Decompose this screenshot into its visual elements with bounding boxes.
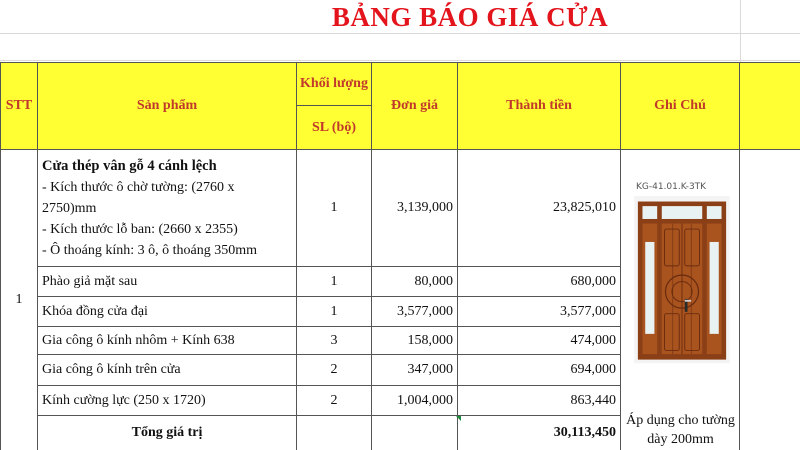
price-cell: 158,000 <box>372 327 458 355</box>
cell-comment-marker <box>456 416 461 421</box>
header-unit-price: Đơn giá <box>372 62 458 150</box>
sum-price-empty <box>372 416 458 450</box>
header-quantity-group: Khối lượng <box>297 62 372 106</box>
price-cell: 80,000 <box>372 267 458 297</box>
header-quantity-unit: SL (bộ) <box>297 106 372 150</box>
note-line: Áp dụng cho tường <box>626 413 735 428</box>
total-cell: 3,577,000 <box>458 297 621 327</box>
price-cell: 1,004,000 <box>372 386 458 416</box>
door-model-label: KG-41.01.K-3TK <box>636 182 707 192</box>
header-total: Thành tiền <box>458 62 621 150</box>
qty-cell: 2 <box>297 355 372 386</box>
qty-cell: 3 <box>297 327 372 355</box>
door-image <box>630 196 734 378</box>
qty-cell: 2 <box>297 386 372 416</box>
qty-cell: 1 <box>297 267 372 297</box>
page-title: BẢNG BÁO GIÁ CỬA <box>331 2 609 32</box>
total-cell: 680,000 <box>458 267 621 297</box>
main-product-cell <box>38 150 297 267</box>
gridline <box>740 0 741 62</box>
main-product-name: Cửa thép vân gỗ 4 cánh lệch <box>42 157 217 174</box>
empty-cell <box>740 150 800 450</box>
spec-line: - Kích thước ô chờ tường: (2760 x 2750)mm <box>42 179 235 216</box>
total-cell: 474,000 <box>458 327 621 355</box>
spec-line: - Kích thước lỗ ban: (2660 x 2355) <box>42 221 238 237</box>
price-cell: 3,577,000 <box>372 297 458 327</box>
gridline <box>0 33 800 34</box>
qty-cell: 1 <box>297 150 372 267</box>
spec-line: - Ô thoáng kính: 3 ô, ô thoáng 350mm <box>42 242 258 258</box>
price-cell: 3,139,000 <box>372 150 458 267</box>
stt-cell: 1 <box>0 150 38 450</box>
sum-total: 30,113,450 <box>458 416 621 450</box>
note-line: dày 200mm <box>647 432 714 447</box>
sum-label: Tổng giá trị <box>38 416 297 450</box>
item-name: Kính cường lực (250 x 1720) <box>38 386 297 416</box>
total-cell: 863,440 <box>458 386 621 416</box>
total-cell: 694,000 <box>458 355 621 386</box>
header-note: Ghi Chú <box>621 62 740 150</box>
price-cell: 347,000 <box>372 355 458 386</box>
qty-cell: 1 <box>297 297 372 327</box>
gridline <box>0 60 800 61</box>
note-text <box>621 411 740 449</box>
item-name: Gia công ô kính nhôm + Kính 638 <box>38 327 297 355</box>
header-product: Sản phẩm <box>38 62 297 150</box>
sum-qty-empty <box>297 416 372 450</box>
item-name: Gia công ô kính trên cửa <box>38 355 297 386</box>
item-name: Phào giả mặt sau <box>38 267 297 297</box>
item-name: Khóa đồng cửa đại <box>38 297 297 327</box>
header-empty <box>740 62 800 150</box>
header-stt: STT <box>0 62 38 150</box>
total-cell: 23,825,010 <box>458 150 621 267</box>
